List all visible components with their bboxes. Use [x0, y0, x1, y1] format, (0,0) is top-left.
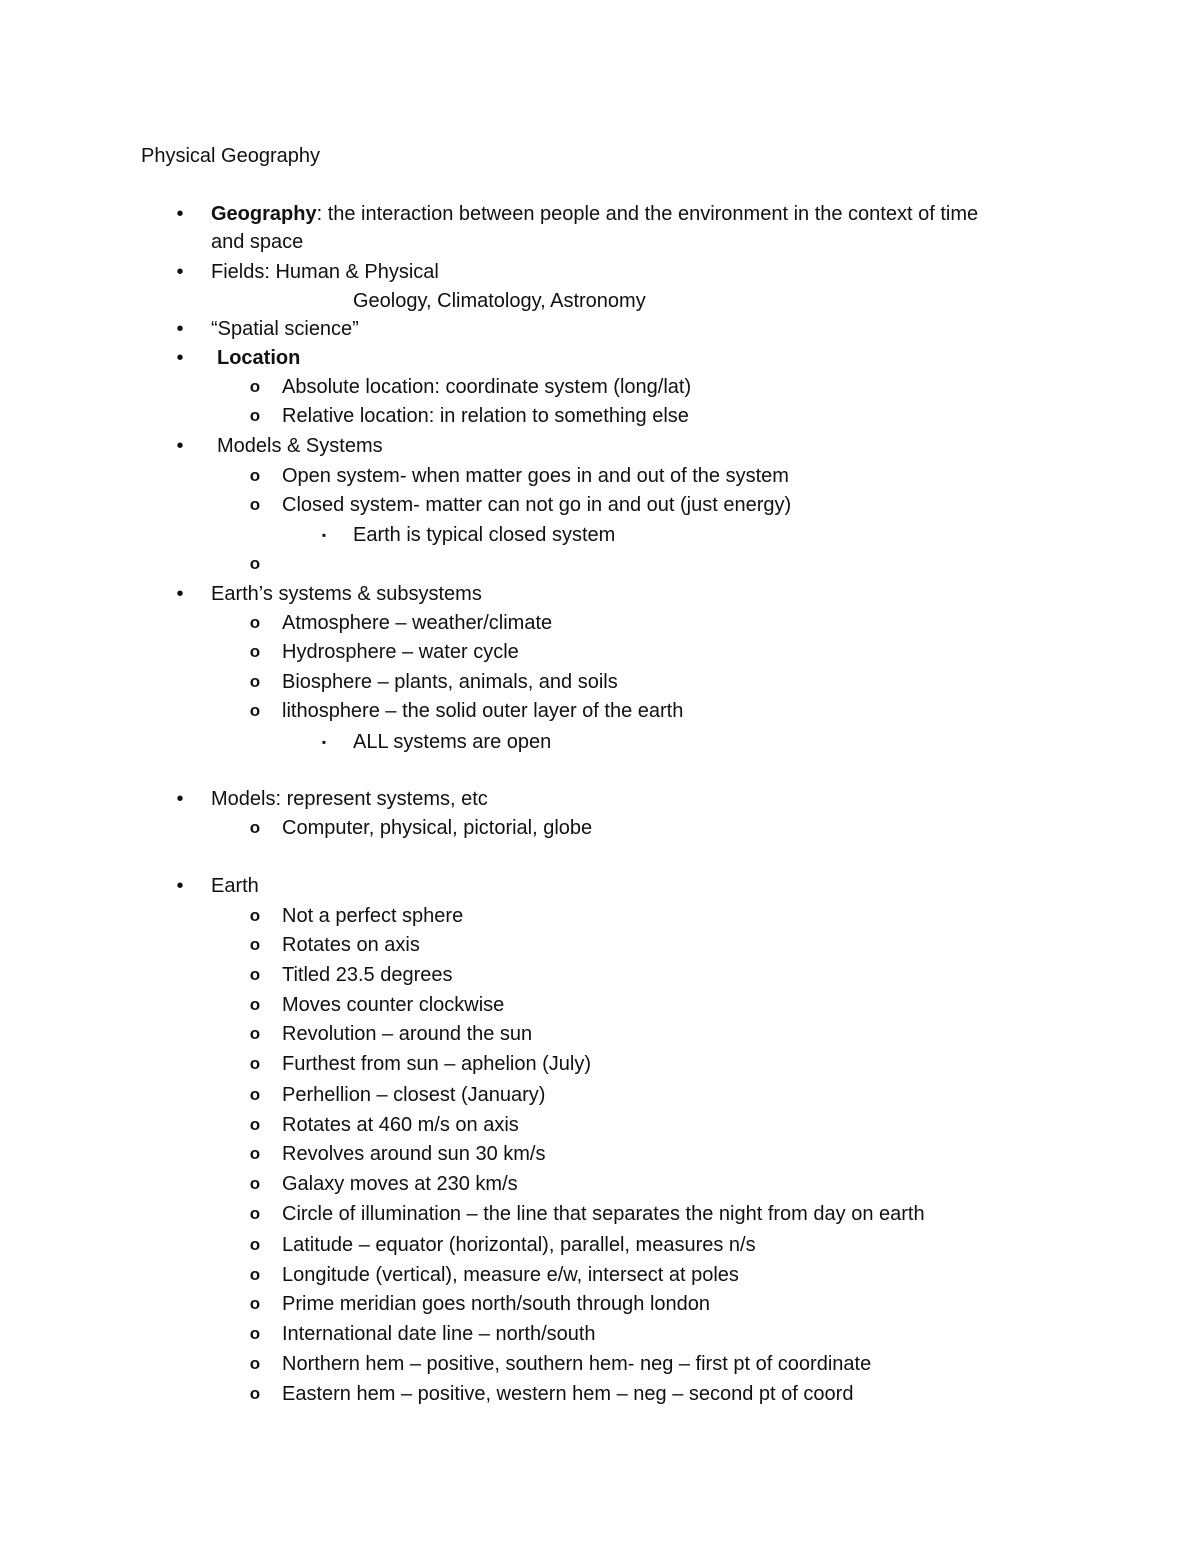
document-title: Physical Geography [141, 145, 320, 167]
sub-bullet-icon: o [249, 406, 261, 425]
bullet-icon: • [176, 261, 184, 283]
sub-bullet-icon: o [249, 1384, 261, 1403]
sub-bullet-icon: o [249, 672, 261, 691]
earth-fact: Circle of illumination – the line that separates the night from day on earth [282, 1203, 925, 1225]
sub-bullet-icon: o [249, 466, 261, 485]
sub-bullet-icon: o [249, 1085, 261, 1104]
earth-fact: Prime meridian goes north/south through london [282, 1293, 711, 1315]
earth-fact: Eastern hem – positive, western hem – neg – second pt of coord [282, 1383, 854, 1405]
sub-bullet-icon: o [249, 1144, 261, 1163]
earth-fact: Latitude – equator (horizontal), parallel, measures n/s [282, 1234, 756, 1256]
bullet-icon: • [176, 435, 184, 457]
sub-item-relative-location: Relative location: in relation to something else [282, 405, 689, 427]
earth-fact: Rotates at 460 m/s on axis [282, 1114, 519, 1136]
earth-fact: Revolution – around the sun [282, 1023, 533, 1045]
sub-bullet-icon: o [249, 377, 261, 396]
bullet-icon: • [176, 347, 184, 369]
sub-sub-item-all-open: ALL systems are open [353, 731, 552, 753]
sub-bullet-icon: o [249, 935, 261, 954]
sub-bullet-icon: o [249, 906, 261, 925]
sub-bullet-icon: o [249, 818, 261, 837]
sub-bullet-icon: o [249, 1174, 261, 1193]
sub-bullet-icon: o [249, 1294, 261, 1313]
bullet-icon: • [176, 788, 184, 810]
sub-bullet-icon: o [249, 1054, 261, 1073]
empty-sub-bullet-icon: o [249, 554, 261, 573]
sub-bullet-icon: o [249, 965, 261, 984]
bullet-icon: • [176, 203, 184, 225]
earth-fact: International date line – north/south [282, 1323, 596, 1345]
earth-fact: Galaxy moves at 230 km/s [282, 1173, 518, 1195]
sub-bullet-icon: o [249, 642, 261, 661]
heading-location: Location [217, 347, 301, 369]
list-item-earth: Earth [211, 875, 259, 897]
sub-sub-item-closed-earth: Earth is typical closed system [353, 524, 616, 546]
list-item-models: Models: represent systems, etc [211, 788, 488, 810]
earth-fact: Longitude (vertical), measure e/w, intersect at poles [282, 1264, 739, 1286]
sub-item-hydrosphere: Hydrosphere – water cycle [282, 641, 519, 663]
sub-bullet-icon: o [249, 1115, 261, 1134]
list-item-fields: Fields: Human & Physical [211, 261, 439, 283]
list-item-location [217, 346, 300, 370]
sub-item-closed-system: Closed system- matter can not go in and out (just energy) [282, 494, 792, 516]
sub-bullet-icon: o [249, 1324, 261, 1343]
list-item-fields-continued: Geology, Climatology, Astronomy [353, 290, 646, 312]
square-bullet-icon: ▪ [321, 528, 327, 542]
list-item-earth-systems: Earth’s systems & subsystems [211, 583, 482, 605]
earth-fact: Perhellion – closest (January) [282, 1084, 546, 1106]
bullet-icon: • [176, 318, 184, 340]
bullet-icon: • [176, 875, 184, 897]
sub-bullet-icon: o [249, 701, 261, 720]
sub-item-open-system: Open system- when matter goes in and out of the system [282, 465, 789, 487]
sub-item-absolute-location: Absolute location: coordinate system (long/lat) [282, 376, 692, 398]
square-bullet-icon: ▪ [321, 735, 327, 749]
sub-bullet-icon: o [249, 1204, 261, 1223]
sub-item-model-types: Computer, physical, pictorial, globe [282, 817, 593, 839]
sub-bullet-icon: o [249, 613, 261, 632]
definition-geography: : the interaction between people and the environment in the context of time [316, 203, 979, 225]
sub-bullet-icon: o [249, 1354, 261, 1373]
earth-fact: Titled 23.5 degrees [282, 964, 453, 986]
list-item-geography-continued: and space [211, 231, 304, 253]
sub-bullet-icon: o [249, 1024, 261, 1043]
earth-fact: Furthest from sun – aphelion (July) [282, 1053, 592, 1075]
list-item-spatial-science: “Spatial science” [211, 318, 359, 340]
sub-bullet-icon: o [249, 495, 261, 514]
sub-bullet-icon: o [249, 1265, 261, 1284]
sub-item-lithosphere: lithosphere – the solid outer layer of the earth [282, 700, 684, 722]
sub-bullet-icon: o [249, 1235, 261, 1254]
earth-fact: Revolves around sun 30 km/s [282, 1143, 546, 1165]
bullet-icon: • [176, 583, 184, 605]
earth-fact: Rotates on axis [282, 934, 420, 956]
sub-bullet-icon: o [249, 995, 261, 1014]
earth-fact: Moves counter clockwise [282, 994, 505, 1016]
sub-item-biosphere: Biosphere – plants, animals, and soils [282, 671, 618, 693]
sub-item-atmosphere: Atmosphere – weather/climate [282, 612, 553, 634]
list-item-geography [211, 202, 978, 226]
term-geography: Geography [211, 203, 317, 225]
earth-fact: Not a perfect sphere [282, 905, 464, 927]
earth-fact: Northern hem – positive, southern hem- neg – first pt of coordinate [282, 1353, 872, 1375]
list-item-models-systems: Models & Systems [217, 435, 383, 457]
